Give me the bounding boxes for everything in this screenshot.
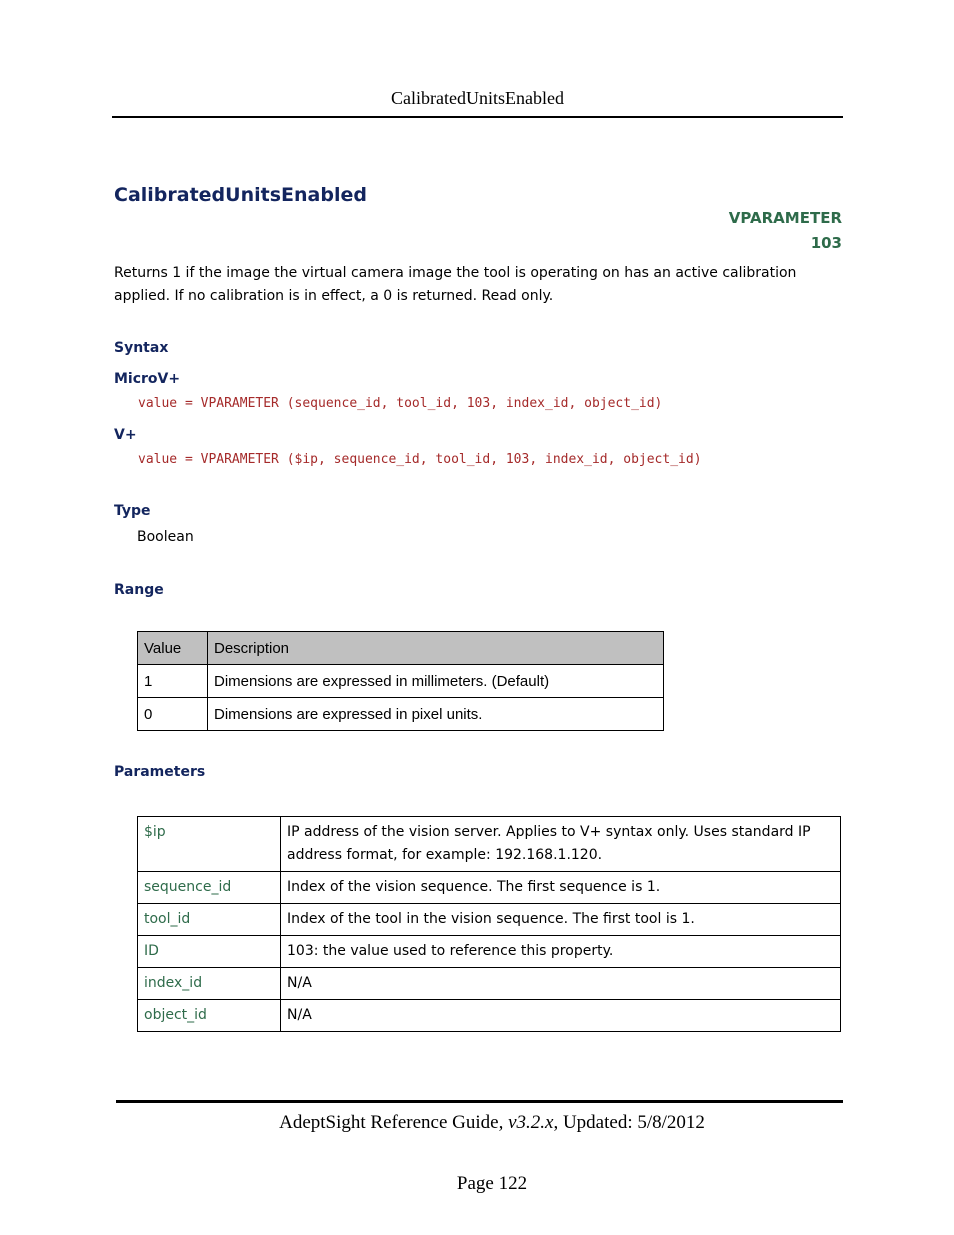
- footer-guide-line: [116, 1112, 868, 1134]
- microv-code: value = VPARAMETER (sequence_id, tool_id, 103, index_id, object_id): [138, 396, 663, 411]
- table-row: [138, 1000, 841, 1032]
- table-row: [138, 968, 841, 1000]
- range-value-cell: 1: [138, 665, 208, 698]
- page-title: CalibratedUnitsEnabled: [114, 184, 367, 206]
- range-description-cell: Dimensions are expressed in pixel units.: [208, 698, 664, 731]
- range-table: [137, 631, 664, 731]
- type-value: Boolean: [137, 529, 194, 545]
- range-description-cell: Dimensions are expressed in millimeters. (Default): [208, 665, 664, 698]
- description: Returns 1 if the image the virtual camera image the tool is operating on has an active calibration applied. If no calibration is in effect, a 0 is returned. Read only.: [114, 265, 797, 304]
- range-value-cell: 0: [138, 698, 208, 731]
- param-name-cell: sequence_id: [138, 872, 281, 904]
- param-name-cell: tool_id: [138, 904, 281, 936]
- syntax-heading: Syntax: [114, 340, 169, 356]
- footer-updated: , Updated: 5/8/2012: [553, 1112, 705, 1133]
- param-name-cell: $ip: [138, 817, 281, 872]
- param-description-cell: Index of the tool in the vision sequence. The first tool is 1.: [281, 904, 841, 936]
- param-description-cell: N/A: [281, 1000, 841, 1032]
- param-name-cell: object_id: [138, 1000, 281, 1032]
- table-row: [138, 665, 664, 698]
- page-number: Page 122: [456, 1173, 528, 1194]
- vparameter-code: 103: [810, 234, 842, 252]
- footer-version: , v3.2.x: [498, 1112, 554, 1133]
- running-header: CalibratedUnitsEnabled: [391, 88, 564, 108]
- table-row: [138, 817, 841, 872]
- vparameter-label: VPARAMETER: [728, 209, 842, 227]
- range-header-row: [138, 632, 664, 665]
- vplus-code: value = VPARAMETER ($ip, sequence_id, tool_id, 103, index_id, object_id): [138, 452, 702, 467]
- header-rule: [112, 116, 843, 118]
- table-row: [138, 698, 664, 731]
- param-description-cell: IP address of the vision server. Applies to V+ syntax only. Uses standard IP address format, for example: 192.168.1.120.: [281, 817, 841, 872]
- range-heading: Range: [114, 582, 164, 598]
- table-row: [138, 872, 841, 904]
- type-heading: Type: [114, 503, 151, 519]
- range-col-description: Description: [208, 632, 664, 665]
- table-row: [138, 936, 841, 968]
- range-col-value: Value: [138, 632, 208, 665]
- table-row: [138, 904, 841, 936]
- parameters-table: [137, 816, 841, 1032]
- param-name-cell: ID: [138, 936, 281, 968]
- vplus-heading: V+: [114, 427, 137, 443]
- param-description-cell: 103: the value used to reference this property.: [281, 936, 841, 968]
- param-description-cell: Index of the vision sequence. The first sequence is 1.: [281, 872, 841, 904]
- param-name-cell: index_id: [138, 968, 281, 1000]
- footer-rule: [116, 1100, 843, 1103]
- microv-heading: MicroV+: [114, 371, 181, 387]
- param-description-cell: N/A: [281, 968, 841, 1000]
- footer-guide-name: AdeptSight Reference Guide: [279, 1112, 499, 1133]
- parameters-heading: Parameters: [114, 764, 206, 780]
